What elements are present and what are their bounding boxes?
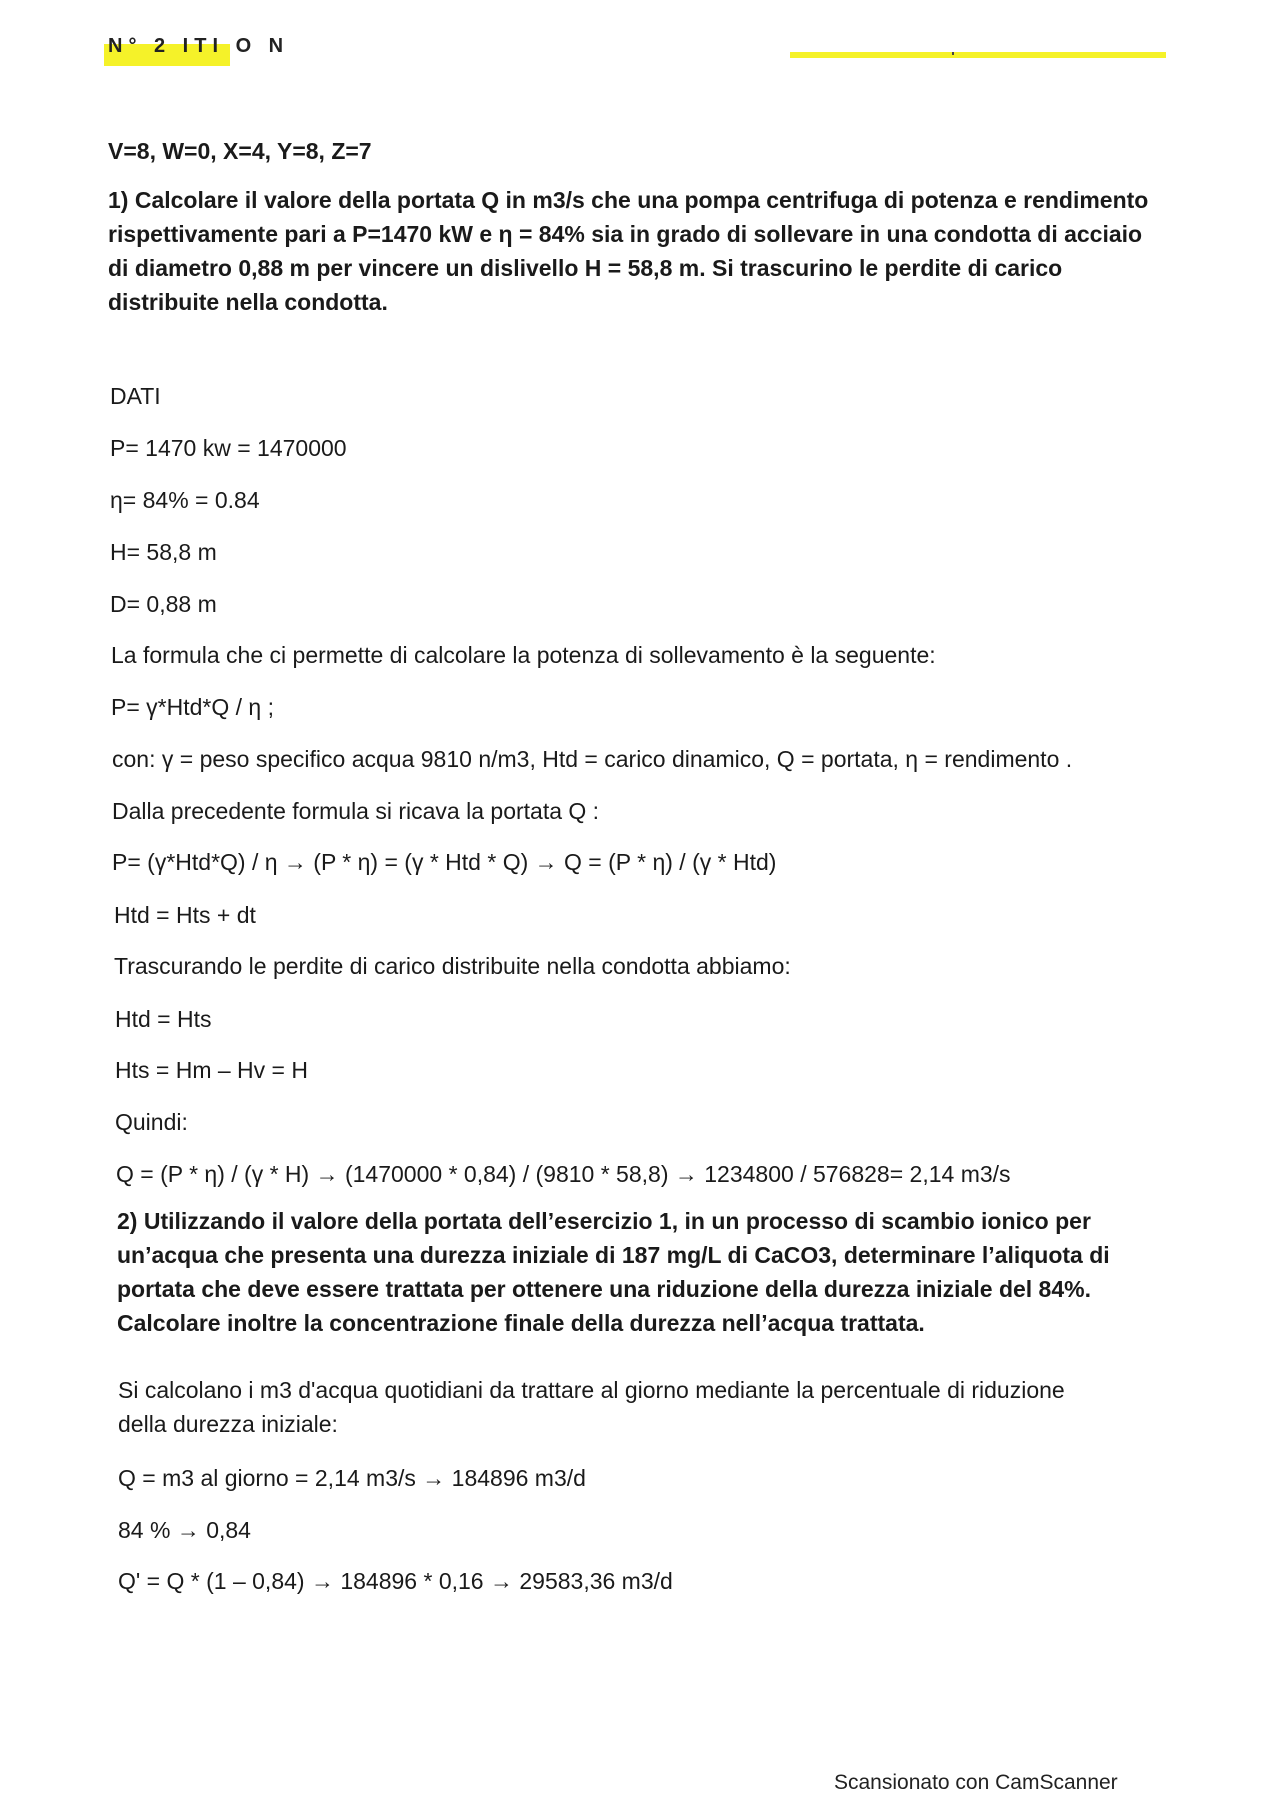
solution-2-q: Q = m3 al giorno = 2,14 m3/s → 184896 m3/d <box>118 1465 586 1491</box>
solution-2-intro <box>118 1373 1065 1441</box>
dati-heading: DATI <box>110 383 161 409</box>
exercise-1-line: 1) Calcolare il valore della portata Q in m3/s che una pompa centrifuga di potenza e rendimento <box>108 187 1149 213</box>
exercise-1-line: distribuite nella condotta. <box>108 289 388 315</box>
exercise-2-line: un’acqua che presenta una durezza iniziale di 187 mg/L di CaCO3, determinare l’aliquota di <box>117 1242 1110 1268</box>
solution-2-intro-line: Si calcolano i m3 d'acqua quotidiani da trattare al giorno mediante la percentuale di riduzione <box>118 1377 1065 1403</box>
exercise-2-line: 2) Utilizzando il valore della portata dell’esercizio 1, in un processo di scambio ionico per <box>117 1208 1091 1234</box>
header-cut-text: N° 2 ITI O N <box>108 35 290 57</box>
formula-power: P= γ*Htd*Q / η ; <box>111 694 274 720</box>
htd-equation: Htd = Hts + dt <box>114 902 256 928</box>
solution-2-intro-line: della durezza iniziale: <box>118 1411 338 1437</box>
exercise-1-line: di diametro 0,88 m per vincere un dislivello H = 58,8 m. Si trascurino le perdite di carico <box>108 255 1063 281</box>
header-highlight-mark <box>952 52 954 55</box>
exercise-1-line: rispettivamente pari a P=1470 kW e η = 84% sia in grado di sollevare in una condotta di acciaio <box>108 221 1143 247</box>
exercise-2-line: portata che deve essere trattata per ottenere una riduzione della durezza iniziale del 84%. <box>117 1276 1091 1302</box>
formula-derivation: P= (γ*Htd*Q) / η → (P * η) = (γ * Htd * Q) → Q = (P * η) / (γ * Htd) <box>112 849 777 875</box>
exercise-2-line: Calcolare inoltre la concentrazione finale della durezza nell’acqua trattata. <box>117 1310 925 1336</box>
htd-hts-equation: Htd = Hts <box>115 1006 212 1032</box>
hts-equation: Hts = Hm – Hv = H <box>115 1057 308 1083</box>
exercise-1-text <box>108 183 1148 319</box>
variables-line: V=8, W=0, X=4, Y=8, Z=7 <box>108 138 372 164</box>
formula-intro: La formula che ci permette di calcolare la potenza di sollevamento è la seguente: <box>111 642 936 668</box>
camscanner-footer: Scansionato con CamScanner <box>834 1771 1118 1794</box>
header-highlight-right <box>790 52 1166 58</box>
result-1-line: Q = (P * η) / (γ * H) → (1470000 * 0,84) / (9810 * 58,8) → 1234800 / 576828= 2,14 m3/s <box>116 1161 1011 1187</box>
dati-d: D= 0,88 m <box>110 591 217 617</box>
solution-2-qprime: Q' = Q * (1 – 0,84) → 184896 * 0,16 → 29583,36 m3/d <box>118 1568 673 1594</box>
derive-intro: Dalla precedente formula si ricava la portata Q : <box>112 798 600 824</box>
dati-eta: η= 84% = 0.84 <box>110 487 260 513</box>
solution-2-percentage: 84 % → 0,84 <box>118 1517 251 1543</box>
exercise-2-text <box>117 1204 1110 1340</box>
quindi-label: Quindi: <box>115 1109 188 1135</box>
formula-legend: con: γ = peso specifico acqua 9810 n/m3, Htd = carico dinamico, Q = portata, η = rendimento . <box>112 746 1073 772</box>
dati-h: H= 58,8 m <box>110 539 217 565</box>
header-highlight-left <box>104 35 290 66</box>
neglect-losses-text: Trascurando le perdite di carico distribuite nella condotta abbiamo: <box>114 953 791 979</box>
dati-p: P= 1470 kw = 1470000 <box>110 435 347 461</box>
